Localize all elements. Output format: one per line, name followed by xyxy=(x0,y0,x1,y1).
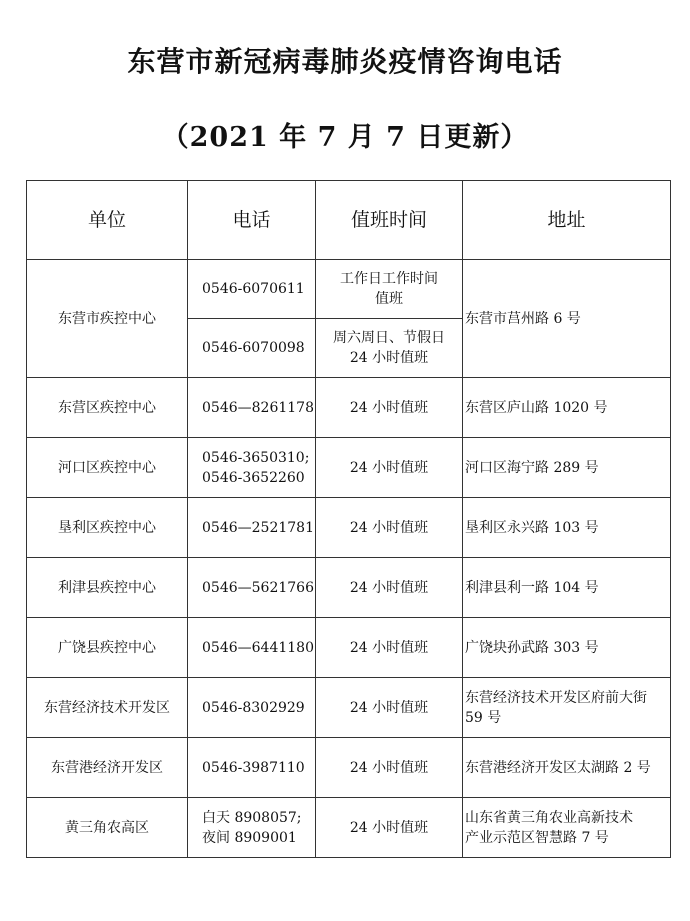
document-title: 东营市新冠病毒肺炎疫情咨询电话 xyxy=(127,45,563,78)
address-line: 产业示范区智慧路 7 号 xyxy=(465,829,609,846)
column-header-hours: 值班时间 xyxy=(316,181,463,260)
hours-cell: 24 小时值班 xyxy=(316,438,463,498)
unit-cell: 东营港经济开发区 xyxy=(27,738,188,798)
phone-line: 0546-3650310; xyxy=(202,449,310,466)
hours-cell: 24 小时值班 xyxy=(316,798,463,858)
phone-cell xyxy=(188,438,316,498)
phone-line: 0546—8261178 xyxy=(202,399,314,416)
phone-cell xyxy=(188,558,316,618)
address-line: 东营区庐山路 1020 号 xyxy=(465,399,608,416)
hours-cell: 24 小时值班 xyxy=(316,498,463,558)
hours-cell: 24 小时值班 xyxy=(316,738,463,798)
address-cell xyxy=(463,558,671,618)
hours-line: 24 小时值班 xyxy=(349,350,429,366)
address-line: 59 号 xyxy=(465,709,502,726)
address-line: 垦利区永兴路 103 号 xyxy=(465,519,599,536)
phone-line: 0546-3987110 xyxy=(202,759,305,776)
table-header-row xyxy=(27,181,671,260)
phone-line: 0546—5621766 xyxy=(202,579,314,596)
phone-cell xyxy=(188,498,316,558)
hotline-table xyxy=(26,180,671,858)
hours-cell xyxy=(316,260,463,319)
phone-line: 0546-8302929 xyxy=(202,699,305,716)
phone-cell: 0546-6070098 xyxy=(188,319,316,378)
address-line: 东营经济技术开发区府前大街 xyxy=(465,689,647,706)
phone-line: 夜间 8909001 xyxy=(202,829,297,846)
hours-cell: 24 小时值班 xyxy=(316,618,463,678)
column-header-unit: 单位 xyxy=(27,181,188,260)
unit-cell: 东营经济技术开发区 xyxy=(27,678,188,738)
table-row xyxy=(27,618,671,678)
address-cell xyxy=(463,438,671,498)
address-cell xyxy=(463,678,671,738)
phone-cell xyxy=(188,378,316,438)
phone-cell xyxy=(188,618,316,678)
phone-cell xyxy=(188,678,316,738)
unit-cell: 垦利区疾控中心 xyxy=(27,498,188,558)
hours-line: 值班 xyxy=(375,291,403,307)
unit-cell: 东营区疾控中心 xyxy=(27,378,188,438)
table-row xyxy=(27,378,671,438)
phone-line: 0546—2521781 xyxy=(202,519,314,536)
column-header-address: 地址 xyxy=(463,181,671,260)
address-cell xyxy=(463,378,671,438)
address-cell: 东营市莒州路 6 号 xyxy=(463,260,671,378)
hours-cell: 24 小时值班 xyxy=(316,678,463,738)
hours-cell: 24 小时值班 xyxy=(316,558,463,618)
phone-line: 0546-3652260 xyxy=(202,469,305,486)
unit-cell: 利津县疾控中心 xyxy=(27,558,188,618)
address-line: 河口区海宁路 289 号 xyxy=(465,459,599,476)
address-cell xyxy=(463,618,671,678)
hours-cell: 24 小时值班 xyxy=(316,378,463,438)
hours-line: 周六周日、节假日 xyxy=(333,330,445,346)
unit-cell: 广饶县疾控中心 xyxy=(27,618,188,678)
phone-cell xyxy=(188,738,316,798)
address-line: 东营港经济开发区太湖路 2 号 xyxy=(465,759,651,776)
column-header-phone: 电话 xyxy=(188,181,316,260)
address-cell xyxy=(463,798,671,858)
table-row xyxy=(27,260,671,319)
address-cell xyxy=(463,498,671,558)
unit-cell: 黄三角农高区 xyxy=(27,798,188,858)
hours-line: 工作日工作时间 xyxy=(340,271,438,287)
table-row xyxy=(27,678,671,738)
table-row xyxy=(27,738,671,798)
unit-cell: 河口区疾控中心 xyxy=(27,438,188,498)
unit-cell: 东营市疾控中心 xyxy=(27,260,188,378)
hours-cell xyxy=(316,319,463,378)
table-row xyxy=(27,798,671,858)
table-row xyxy=(27,558,671,618)
address-line: 利津县利一路 104 号 xyxy=(465,579,599,596)
phone-line: 0546—6441180 xyxy=(202,639,314,656)
table-row xyxy=(27,438,671,498)
address-line: 广饶块孙武路 303 号 xyxy=(465,639,599,656)
table-row xyxy=(27,498,671,558)
address-line: 山东省黄三角农业高新技术 xyxy=(465,809,633,826)
address-cell xyxy=(463,738,671,798)
phone-line: 白天 8908057; xyxy=(202,809,302,826)
phone-cell: 0546-6070611 xyxy=(188,260,316,319)
document-subtitle: （2021 年 7 月 7 日更新） xyxy=(161,122,529,153)
phone-cell xyxy=(188,798,316,858)
